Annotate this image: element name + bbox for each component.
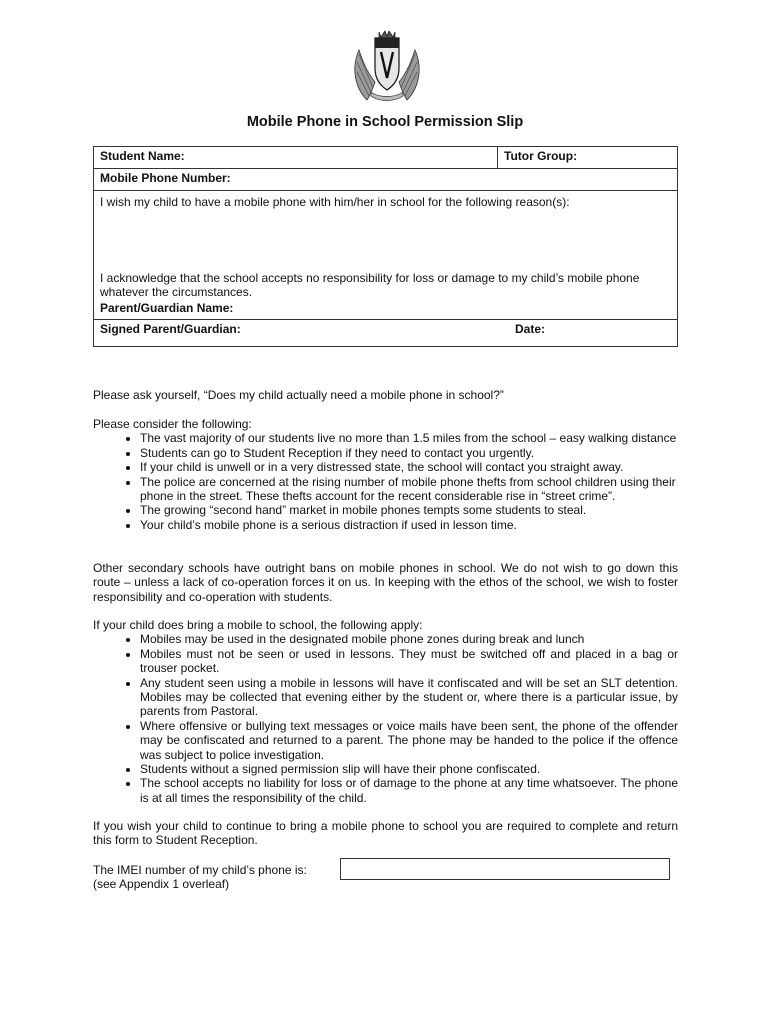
consider-section xyxy=(93,417,678,532)
reasons-field[interactable] xyxy=(94,191,678,320)
consider-intro: Please consider the following: xyxy=(93,417,252,431)
list-item: • Mobiles may be used in the designated mobile phone zones during break and lunch xyxy=(140,632,678,646)
imei-section xyxy=(93,863,343,892)
mobile-number-label: Mobile Phone Number: xyxy=(100,171,231,185)
continue-paragraph: If you wish your child to continue to bring a mobile phone to school you are required to complete and return this form to Student Reception. xyxy=(93,819,678,848)
student-name-label: Student Name: xyxy=(100,149,185,163)
acknowledge-text: I acknowledge that the school accepts no responsibility for loss or damage to my child’s mobile phone whatever the circumstances. xyxy=(100,271,640,299)
mobile-number-field[interactable] xyxy=(94,169,678,191)
signature-field[interactable] xyxy=(94,320,678,347)
reasons-label: I wish my child to have a mobile phone with him/her in school for the following reason(s): xyxy=(100,195,570,209)
school-crest-logo xyxy=(345,28,429,104)
parent-name-label: Parent/Guardian Name: xyxy=(100,301,234,315)
list-item: • The growing “second hand” market in mobile phones tempts some students to steal. xyxy=(140,503,678,517)
list-item: • The police are concerned at the rising number of mobile phone thefts from school children using their phone in the street. These thefts account for the recent considerable rise in “street crime”. xyxy=(140,475,678,504)
list-item: • The vast majority of our students live no more than 1.5 miles from the school – easy walking distance xyxy=(140,431,678,445)
imei-note: (see Appendix 1 overleaf) xyxy=(93,877,230,892)
list-item: • Mobiles must not be seen or used in lessons. They must be switched off and placed in a bag or trouser pocket. xyxy=(140,647,678,676)
tutor-group-field[interactable] xyxy=(498,147,678,169)
list-item: • Your child’s mobile phone is a serious distraction if used in lesson time. xyxy=(140,518,678,532)
imei-label: The IMEI number of my child’s phone is: xyxy=(93,863,307,877)
apply-section xyxy=(93,618,678,805)
tutor-group-label: Tutor Group: xyxy=(504,149,578,163)
list-item: • Any student seen using a mobile in lessons will have it confiscated and will be set an SLT detention. Mobiles may be collected that evening either by the student or, where there is a particular issue, by parents from Pastoral. xyxy=(140,676,678,719)
signed-label: Signed Parent/Guardian: xyxy=(100,322,241,336)
imei-input-box[interactable] xyxy=(340,858,670,880)
apply-list xyxy=(93,632,678,805)
apply-intro: If your child does bring a mobile to school, the following apply: xyxy=(93,618,423,632)
list-item: • Where offensive or bullying text messages or voice mails have been sent, the phone of the offender may be confiscated and returned to a parent. The phone may be handed to the police if the offence was subject to police investigation. xyxy=(140,719,678,762)
permission-form-table xyxy=(93,146,678,347)
date-label: Date: xyxy=(515,322,546,336)
list-item: • If your child is unwell or in a very distressed state, the school will contact you straight away. xyxy=(140,460,678,474)
parent-name-field[interactable] xyxy=(100,301,671,315)
list-item: • Students without a signed permission slip will have their phone confiscated. xyxy=(140,762,678,776)
list-item: • Students can go to Student Reception if they need to contact you urgently. xyxy=(140,446,678,460)
list-item: • The school accepts no liability for loss or of damage to the phone at any time whatsoever. The phone is at all times the responsibility of the child. xyxy=(140,776,678,805)
question-text: Please ask yourself, “Does my child actually need a mobile phone in school?” xyxy=(93,388,504,402)
page-title: Mobile Phone in School Permission Slip xyxy=(246,114,524,130)
consider-list xyxy=(93,431,678,532)
student-name-field[interactable] xyxy=(94,147,498,169)
other-schools-paragraph: Other secondary schools have outright bans on mobile phones in school. We do not wish to go down this route – unless a lack of co-operation forces it on us. In keeping with the ethos of the school, we wish to foster responsibility and co-operation with students. xyxy=(93,561,678,604)
